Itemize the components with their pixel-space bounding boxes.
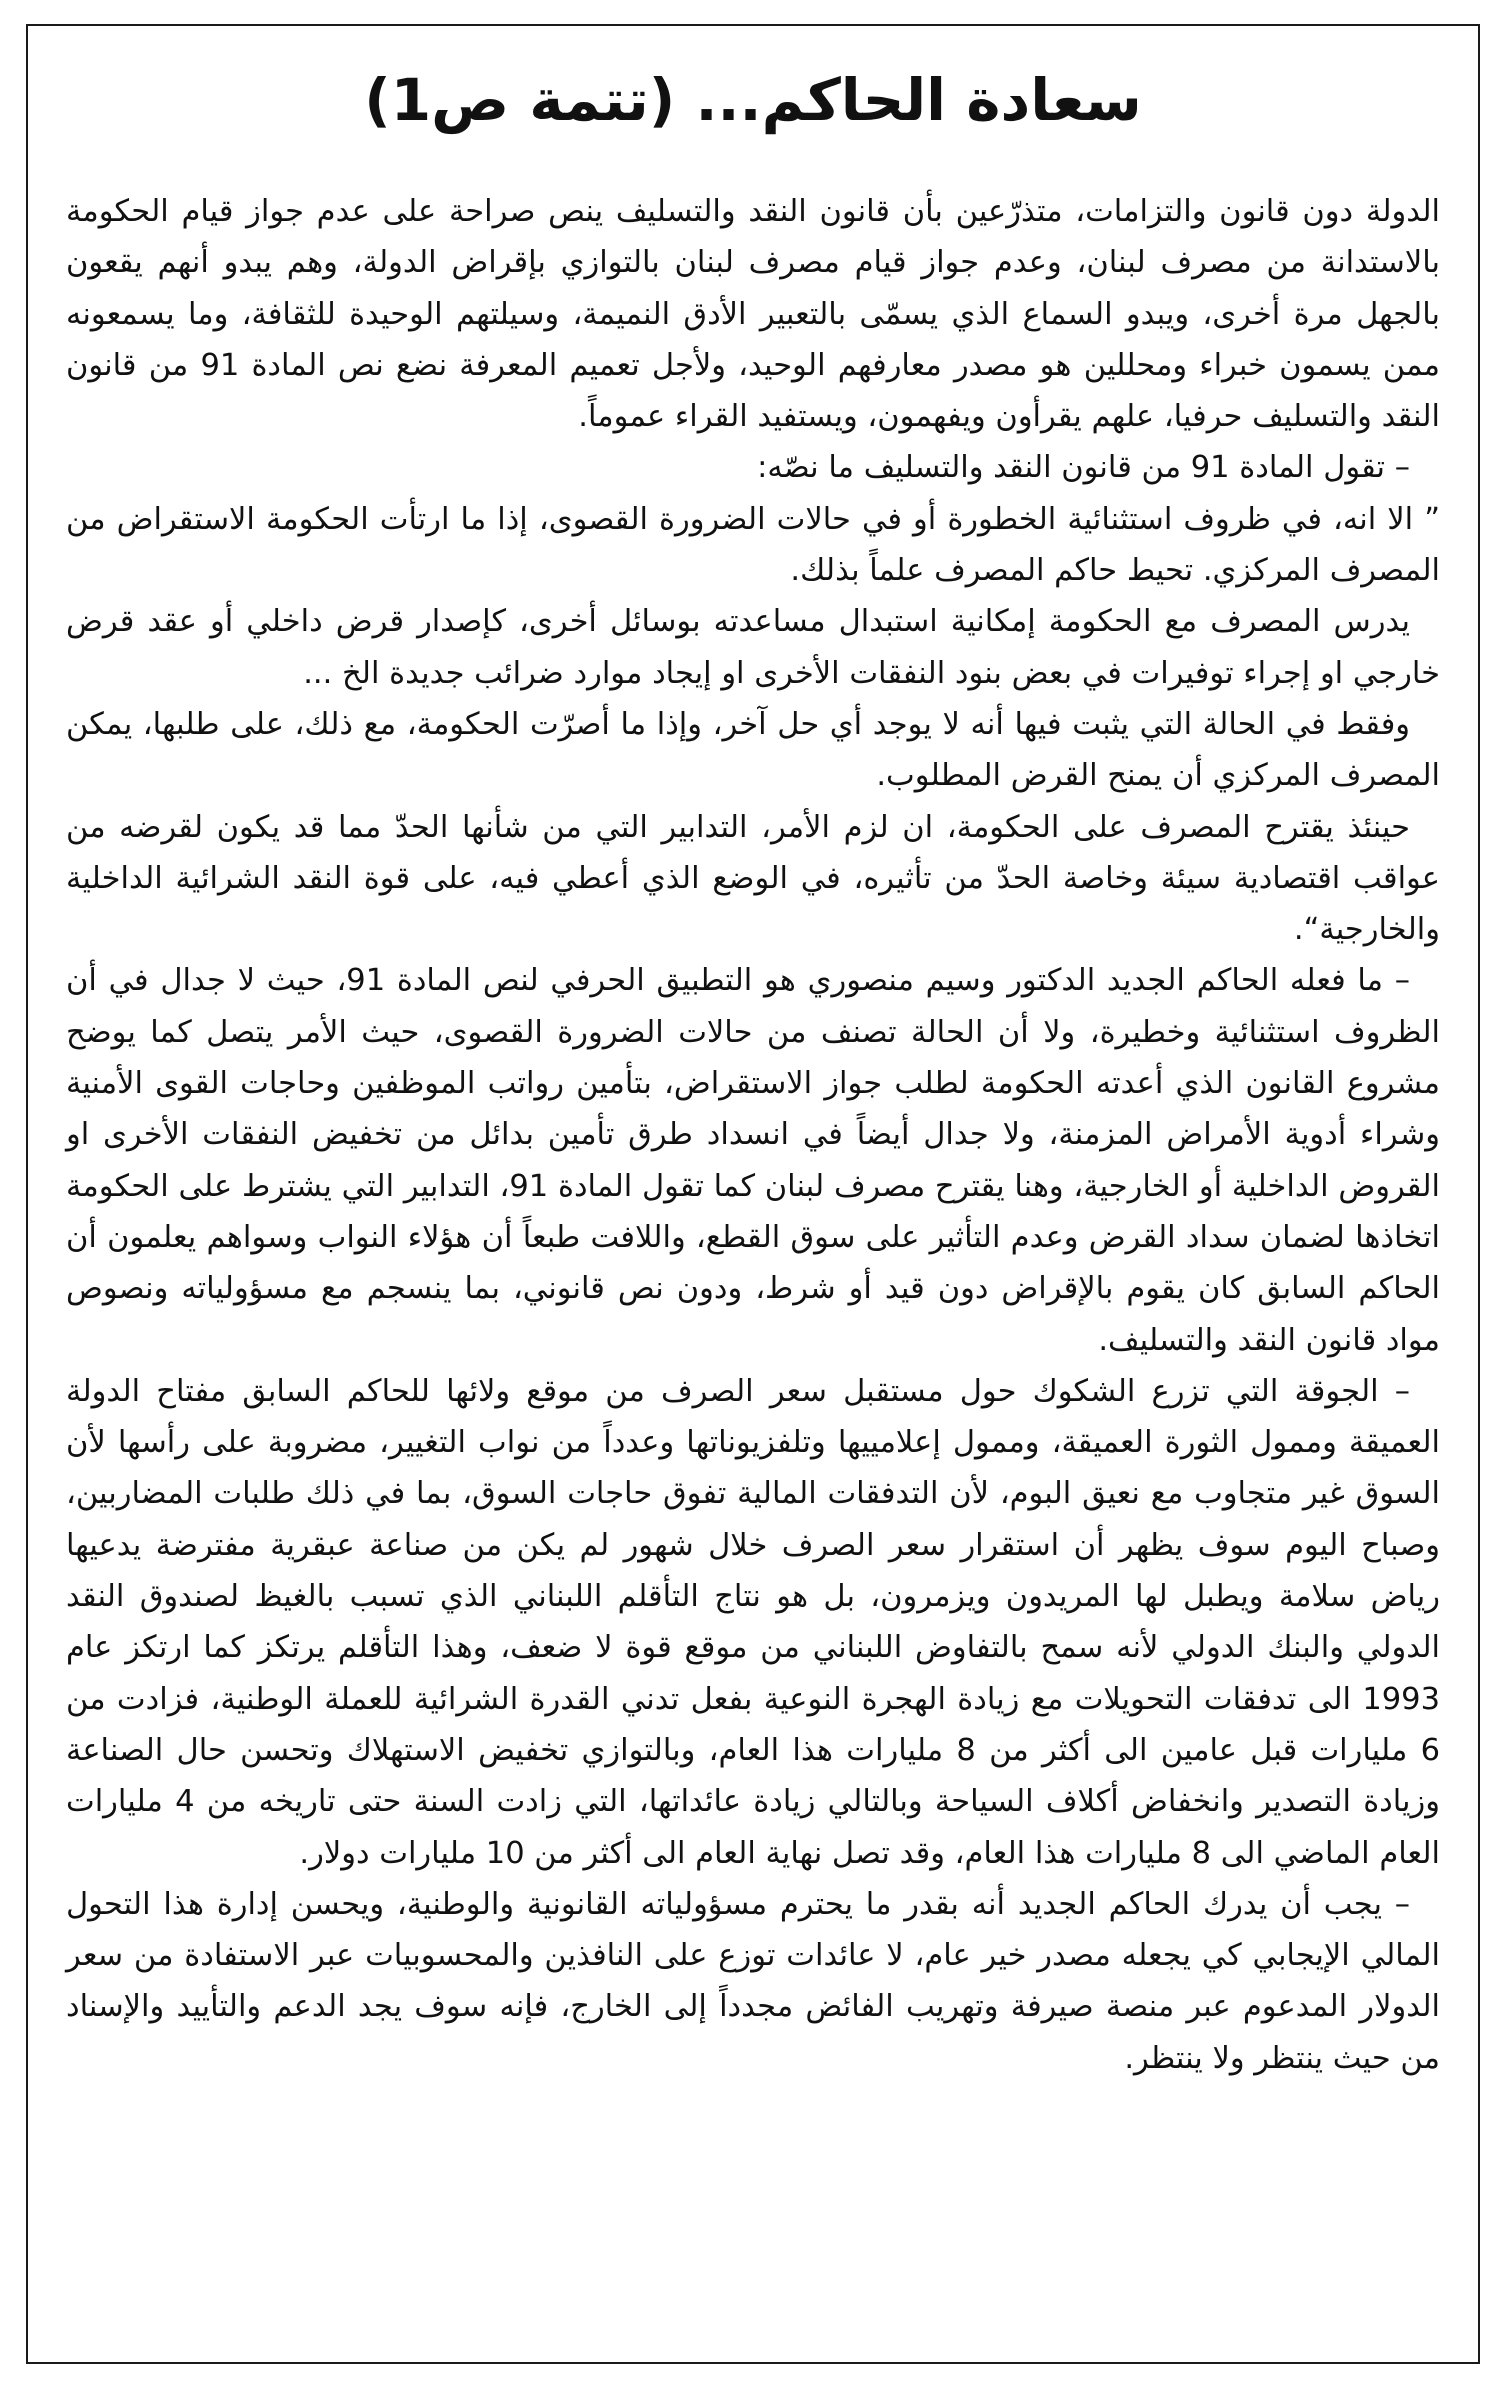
article-headline: سعادة الحاكم... (تتمة ص1) (364, 66, 1142, 134)
body-paragraph: – يجب أن يدرك الحاكم الجديد أنه بقدر ما يحترم مسؤولياته القانونية والوطنية، ويحسن إدارة هذا التحول المالي الإيجابي كي يجعله مصدر خير عام، لا عائدات توزع على النافذين والمحسوبيات عبر الاستفادة من سعر الدولار المدعوم عبر منصة صيرفة وتهريب الفائض مجدداً إلى الخارج، فإنه سوف يجد الدعم والتأييد والإسناد من حيث ينتظر ولا ينتظر. (66, 1886, 1440, 2076)
article-box (26, 24, 1480, 2364)
body-paragraph: الدولة دون قانون والتزامات، متذرّعين بأن قانون النقد والتسليف ينص صراحة على عدم جواز قيام الحكومة بالاستدانة من مصرف لبنان، وعدم جواز قيام مصرف لبنان بالتوازي بإقراض الدولة، وهم يبدو أنهم يقعون بالجهل مرة أخرى، ويبدو السماع الذي يسمّى بالتعبير الأدق النميمة، وسيلتهم الوحيدة للثقافة، وما يسمعونه ممن يسمون خبراء ومحللين هو مصدر معارفهم الوحيد، ولأجل تعميم المعرفة نضع نص المادة 91 من قانون النقد والتسليف حرفيا، علهم يقرأون ويفهمون، ويستفيد القراء عموماً. (66, 194, 1440, 435)
body-paragraph: – تقول المادة 91 من قانون النقد والتسليف ما نصّه: (757, 450, 1410, 486)
body-paragraph: – ما فعله الحاكم الجديد الدكتور وسيم منصوري هو التطبيق الحرفي لنص المادة 91، حيث لا جدال في أن الظروف استثنائية وخطيرة، ولا أن الحالة تصنف من حالات الضرورة القصوى، حيث الأمر يتصل كما يوضح مشروع القانون الذي أعدته الحكومة لطلب جواز الاستقراض، بتأمين رواتب الموظفين وحاجات القوى الأمنية وشراء أدوية الأمراض المزمنة، ولا جدال أيضاً في انسداد طرق تأمين بدائل من تخفيض النفقات الأخرى او القروض الداخلية أو الخارجية، وهنا يقترح مصرف لبنان كما تقول المادة 91، التدابير التي يشترط على الحكومة اتخاذها لضمان سداد القرض وعدم التأثير على سوق القطع، واللافت طبعاً أن هؤلاء النواب وسواهم يعلمون أن الحاكم السابق كان يقوم بالإقراض دون قيد أو شرط، ودون نص قانوني، بما ينسجم مع مسؤولياته ونصوص مواد قانون النقد والتسليف. (66, 963, 1440, 1358)
body-paragraph: – الجوقة التي تزرع الشكوك حول مستقبل سعر الصرف من موقع ولائها للحاكم السابق مفتاح الدولة العميقة وممول الثورة العميقة، وممول إعلامييها وتلفزيوناتها وعدداً من نواب التغيير، مضروبة على رأسها لأن السوق غير متجاوب مع نعيق البوم، لأن التدفقات المالية تفوق حاجات السوق، بما في ذلك طلبات المضاربين، وصباح اليوم سوف يظهر أن استقرار سعر الصرف خلال شهور لم يكن من صناعة عبقرية مفترضة يدعيها رياض سلامة ويطبل لها المريدون ويزمرون، بل هو نتاج التأقلم اللبناني الذي تسبب بالغيظ لصندوق النقد الدولي والبنك الدولي لأنه سمح بالتفاوض اللبناني من موقع قوة لا ضعف، وهذا التأقلم يرتكز كما ارتكز عام 1993 الى تدفقات التحويلات مع زيادة الهجرة النوعية بفعل تدني القدرة الشرائية للعملة الوطنية، فزادت من 6 مليارات قبل عامين الى أكثر من 8 مليارات هذا العام، وبالتوازي تخفيض الاستهلاك وتحسن حال الصناعة وزيادة التصدير وانخفاض أكلاف السياحة وبالتالي زيادة عائداتها، التي زادت السنة حتى تاريخه من 4 مليارات العام الماضي الى 8 مليارات هذا العام، وقد تصل نهاية العام الى أكثر من 10 مليارات دولار. (66, 1373, 1440, 1871)
quoted-paragraph: ” الا انه، في ظروف استثنائية الخطورة أو في حالات الضرورة القصوى، إذا ما ارتأت الحكومة الاستقراض من المصرف المركزي. تحيط حاكم المصرف علماً بذلك. (66, 501, 1440, 589)
quoted-paragraph: يدرس المصرف مع الحكومة إمكانية استبدال مساعدته بوسائل أخرى، كإصدار قرض داخلي أو عقد قرض خارجي او إجراء توفيرات في بعض بنود النفقات الأخرى او إيجاد موارد ضرائب جديدة الخ ... (66, 604, 1440, 691)
quoted-paragraph: وفقط في الحالة التي يثبت فيها أنه لا يوجد أي حل آخر، وإذا ما أصرّت الحكومة، مع ذلك، على طلبها، يمكن المصرف المركزي أن يمنح القرض المطلوب. (66, 706, 1440, 794)
article-body (66, 186, 1440, 2084)
quoted-paragraph: حينئذ يقترح المصرف على الحكومة، ان لزم الأمر، التدابير التي من شأنها الحدّ مما قد يكون لقرضه من عواقب اقتصادية سيئة وخاصة الحدّ من تأثيره، في الوضع الذي أعطي فيه، على قوة النقد الشرائية الداخلية والخارجية“. (66, 809, 1440, 948)
